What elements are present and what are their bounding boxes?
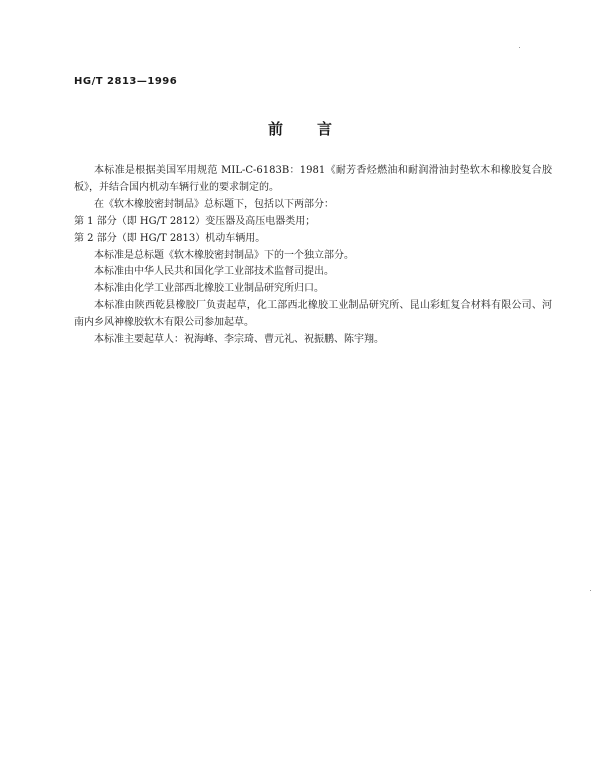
paragraph-drafted-by: 本标准由陕西乾县橡胶厂负责起草，化工部西北橡胶工业制品研究所、昆山彩虹复合材料有限公司、河南内乡风神橡胶软木有限公司参加起草。 <box>74 300 552 329</box>
paragraph-proposed-by: 本标准由中华人民共和国化学工业部技术监督司提出。 <box>94 266 334 278</box>
paragraph-part-2: 第 2 部分（即 HG/T 2813）机动车辆用。 <box>74 232 266 244</box>
foreword-body <box>74 163 552 349</box>
paragraph-part-1: 第 1 部分（即 HG/T 2812）变压器及高压电器类用； <box>74 215 316 227</box>
paragraph-main-drafters: 本标准主要起草人：祝海峰、李宗琦、曹元礼、祝振鹏、陈宇翔。 <box>94 334 384 346</box>
document-code: HG/T 2813—1996 <box>74 76 178 87</box>
paragraph-structure-intro: 在《软木橡胶密封制品》总标题下，包括以下两部分： <box>94 198 334 210</box>
paragraph-independent-part: 本标准是总标题《软木橡胶密封制品》下的一个独立部分。 <box>94 249 354 261</box>
page-title: 前言 <box>267 120 366 138</box>
scan-speck <box>590 590 591 591</box>
scan-speck <box>519 47 520 48</box>
paragraph-basis: 本标准是根据美国军用规范 MIL-C-6183B：1981《耐芳香烃燃油和耐润滑油封垫软木和橡胶复合胶板》，并结合国内机动车辆行业的要求制定的。 <box>74 165 552 193</box>
paragraph-centralized-by: 本标准由化学工业部西北橡胶工业制品研究所归口。 <box>94 283 324 295</box>
